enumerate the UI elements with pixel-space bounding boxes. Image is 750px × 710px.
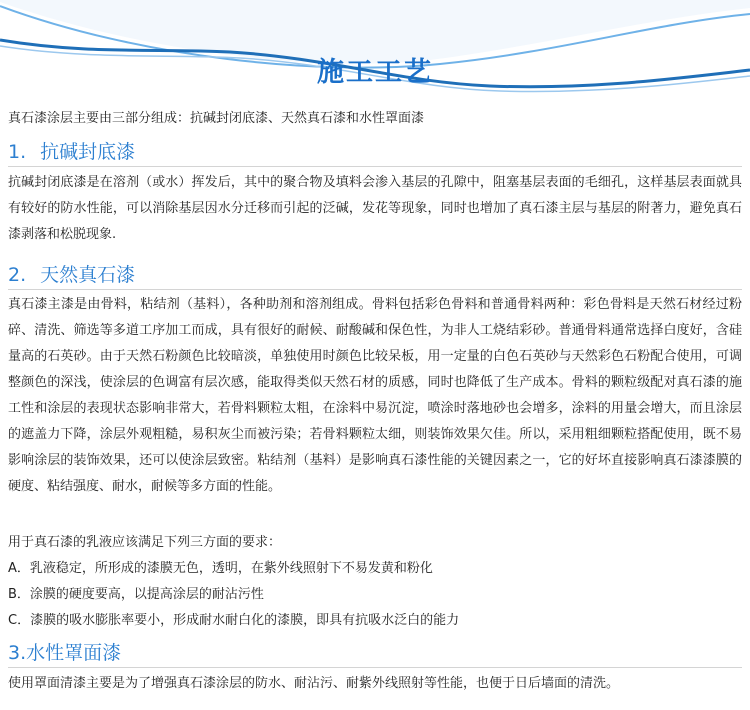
section-2-number: 2.: [8, 264, 27, 286]
divider: [8, 166, 742, 167]
section-1-title: 抗碱封底漆: [40, 141, 136, 163]
section-2-body: 真石漆主漆是由骨料，粘结剂（基料），各种助剂和溶剂组成。骨料包括彩色骨料和普通骨料两种：彩色骨料是天然石材经过粉碎、清洗、筛选等多道工序加工而成，具有很好的耐候、耐酸碱和保色性，为非人工烧结彩砂。普通骨料通常选择白度好，含硅量高的石英砂。由于天然石粉颜色比较暗淡，单独使用时颜色比较呆板，用一定量的白色石英砂与天然彩色石粉配合使用，可调整颜色的深浅，使涂层的色调富有层次感，能取得类似天然石材的质感，同时也降低了生产成本。骨料的颗粒级配对真石漆的施工性和涂层的表现状态影响非常大，若骨料颗粒太粗，在涂料中易沉淀，喷涂时落地砂也会增多，涂料的用量会增大，而且涂层的遮盖力下降，涂层外观粗糙，易积灰尘而被污染；若骨料颗粒太细，则装饰效果欠佳。所以，采用粗细颗粒搭配使用，既不易影响涂层的装饰效果，还可以使涂层致密。粘结剂（基料）是影响真石漆性能的关键因素之一，它的好坏直接影响真石漆漆膜的硬度、粘结强度、耐水，耐候等多方面的性能。: [8, 297, 742, 494]
list-intro: 用于真石漆的乳液应该满足下列三方面的要求：: [8, 535, 282, 550]
section-2-title: 天然真石漆: [40, 264, 136, 286]
divider: [8, 667, 742, 668]
section-3-body: 使用罩面清漆主要是为了增强真石漆涂层的防水、耐沾污、耐紫外线照射等性能，也便于日后墙面的清洗。: [8, 676, 620, 691]
section-2-heading: [8, 263, 135, 287]
list-item-c: C．漆膜的吸水膨胀率要小，形成耐水耐白化的漆膜，即具有抗吸水泛白的能力: [8, 613, 460, 628]
list-item-a: A．乳液稳定，所形成的漆膜无色，透明，在紫外线照射下不易发黄和粉化: [8, 561, 433, 576]
header-banner: [0, 0, 750, 100]
list-item-b: B．涂膜的硬度要高，以提高涂层的耐沾污性: [8, 587, 264, 602]
page-title: 施工工艺: [317, 57, 433, 88]
section-1-number: 1.: [8, 141, 27, 163]
section-3-number: 3.: [8, 642, 27, 664]
section-1-body: 抗碱封闭底漆是在溶剂（或水）挥发后，其中的聚合物及填料会渗入基层的孔隙中，阻塞基层表面的毛细孔，这样基层表面就具有较好的防水性能，可以消除基层因水分迁移而引起的泛碱，发花等现象，同时也增加了真石漆主层与基层的附著力，避免真石漆剥落和松脱现象.: [8, 175, 742, 242]
intro-text: 真石漆涂层主要由三部分组成：抗碱封闭底漆、天然真石漆和水性罩面漆: [8, 111, 425, 126]
section-2-list: [8, 530, 742, 634]
section-1-heading: [8, 140, 135, 164]
divider: [8, 289, 742, 290]
section-3-title: 水性罩面漆: [26, 642, 122, 664]
section-3-heading: [8, 641, 121, 665]
